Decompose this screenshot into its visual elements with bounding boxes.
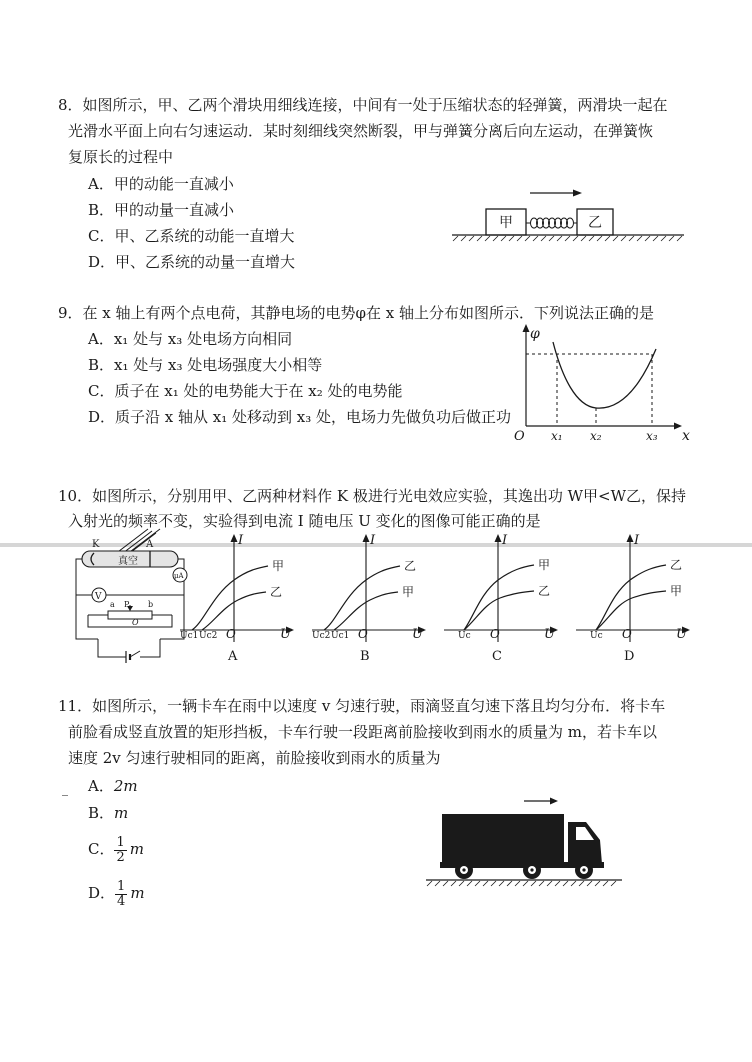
q10-circuit (70, 527, 190, 669)
label-k: K (92, 539, 100, 550)
label-voltmeter: V (95, 592, 102, 602)
x-axis-label: x (682, 428, 690, 444)
tick-x3: x₃ (646, 429, 658, 443)
graph-a-tick-1: Uc1 (180, 631, 199, 641)
potential-curve (553, 342, 656, 408)
graph-d-letter: D (624, 649, 635, 664)
q11-option-d-numerator: 1 (117, 878, 126, 894)
label-o: O (132, 618, 139, 627)
graph-c-top-label: 甲 (538, 558, 551, 572)
q11-option-d-denominator: 4 (117, 893, 126, 909)
q10-graph-d (574, 530, 694, 662)
graph-c-letter: C (492, 649, 502, 664)
q11-option-c-letter: C． (88, 840, 115, 858)
graph-a-origin: O (226, 627, 236, 641)
q11-option-d-text: m (130, 884, 145, 902)
q8-option-d: D．甲、乙系统的动量一直增大 (88, 253, 296, 271)
graph-b-top-label: 乙 (404, 559, 417, 573)
graph-d-tick: Uc (590, 631, 603, 641)
label-b: b (148, 600, 154, 609)
q9-stem: 9．在 x 轴上有两个点电荷，其静电场的电势φ在 x 轴上分布如图所示．下列说法正确的是 (58, 304, 655, 322)
graph-c-y-label: I (502, 533, 508, 548)
label-microamp: μA (174, 572, 184, 580)
q11-option-c-denominator: 2 (116, 849, 125, 865)
q10-stem-line-1 (58, 486, 686, 506)
q11-stem-line-1: 11．如图所示，一辆卡车在雨中以速度 v 匀速行驶，雨滴竖直匀速下落且均匀分布．将卡车 (58, 697, 666, 715)
q11-option-c-text: m (129, 840, 144, 858)
label-vacuum: 真空 (118, 556, 138, 567)
q8-stem-line-1: 8．如图所示，甲、乙两个滑块用细线连接，中间有一处于压缩状态的轻弹簧，两滑块一起在 (58, 96, 668, 114)
graph-a-letter: A (228, 649, 238, 664)
q10-graph-b (310, 530, 430, 662)
q11-option-c-fraction (114, 836, 126, 865)
block-yi-label: 乙 (588, 215, 602, 231)
q9-option-a: A．x₁ 处与 x₃ 处电场方向相同 (88, 330, 293, 348)
graph-d-origin: O (622, 627, 632, 641)
label-a-anode: A (146, 539, 154, 550)
graph-d-curve-top (596, 565, 666, 630)
q8-option-c: C．甲、乙系统的动能一直增大 (88, 227, 295, 245)
graph-a-x-label: U (280, 627, 291, 642)
q9-option-d: D．质子沿 x 轴从 x₁ 处移动到 x₃ 处，电场力先做负功后做正功 (88, 408, 512, 426)
spring (526, 218, 577, 228)
q11-stem-line-2: 前脸看成竖直放置的矩形挡板，卡车行驶一段距离前脸接收到雨水的质量为 m，若卡车以 (68, 723, 657, 741)
graph-b-tick-1: Uc2 (312, 631, 331, 641)
q10-graph-a (178, 530, 298, 662)
label-a: a (110, 600, 115, 609)
graph-c-x-label: U (544, 627, 555, 642)
q11-stem-line-3: 速度 2v 匀速行驶相同的距离，前脸接收到雨水的质量为 (68, 749, 441, 767)
q9-option-c: C．质子在 x₁ 处的电势能大于在 x₂ 处的电势能 (88, 382, 403, 400)
phi-label: φ (530, 326, 540, 342)
graph-b-origin: O (358, 627, 368, 641)
q11-option-a-text: 2m (113, 777, 138, 795)
graph-b-bottom-label: 甲 (402, 585, 415, 599)
q11-option-b-letter: B． (88, 804, 115, 822)
label-p: P (124, 600, 130, 609)
tick-x2: x₂ (590, 429, 602, 443)
graph-b-tick-2: Uc1 (331, 631, 350, 641)
graph-d-x-label: U (676, 627, 687, 642)
q11-option-b-text: m (114, 804, 129, 822)
q9-potential-graph (510, 322, 700, 446)
q11-option-c (88, 834, 144, 865)
truck-cargo (442, 814, 564, 862)
graph-c-origin: O (490, 627, 500, 641)
graph-d-top-label: 乙 (670, 558, 683, 572)
q11-option-d-letter: D． (88, 884, 116, 902)
graph-a-curve-top (192, 566, 268, 630)
q10-stem-text: 10．如图所示，分别用甲、乙两种材料作 K 极进行光电效应实验，其逸出功 W甲<W乙，保持 (58, 487, 687, 505)
q8-stem-line-2: 光滑水平面上向右匀速运动．某时刻细线突然断裂，甲与弹簧分离后向左运动，在弹簧恢 (68, 122, 654, 140)
graph-b-x-label: U (412, 627, 423, 642)
graph-b-curve-top (324, 566, 400, 630)
q11-option-d-fraction (115, 880, 127, 909)
rheostat (108, 611, 152, 619)
tick-x1: x₁ (551, 429, 563, 443)
q8-spring-figure (448, 182, 688, 244)
graph-c-tick: Uc (458, 631, 471, 641)
graph-b-y-label: I (370, 533, 376, 548)
q10-graph-c (442, 530, 562, 662)
switch (130, 651, 140, 657)
q11-option-a-letter: A． (88, 777, 114, 795)
q11-option-b (88, 803, 128, 823)
graph-d-y-label: I (634, 533, 640, 548)
q10-stem-line-2: 入射光的频率不变，实验得到电流 I 随电压 U 变化的图像可能正确的是 (68, 512, 541, 530)
q8-option-b: B．甲的动量一直减小 (88, 201, 235, 219)
q8-option-a: A．甲的动能一直减小 (88, 175, 234, 193)
q11-option-a (88, 776, 138, 796)
graph-a-top-label: 甲 (272, 559, 285, 573)
scan-mark (62, 795, 68, 796)
graph-d-bottom-label: 甲 (670, 584, 683, 598)
graph-a-tick-2: Uc2 (199, 631, 218, 641)
graph-a-bottom-label: 乙 (270, 585, 283, 599)
graph-c-curve-top (464, 565, 534, 630)
q11-truck-figure (424, 792, 624, 888)
q8-stem-line-3: 复原长的过程中 (68, 148, 174, 166)
graph-c-bottom-label: 乙 (538, 584, 551, 598)
origin-label: O (514, 429, 525, 444)
q11-option-d (88, 878, 145, 909)
q11-option-c-numerator: 1 (116, 834, 125, 850)
q9-option-b: B．x₁ 处与 x₃ 处电场强度大小相等 (88, 356, 323, 374)
graph-b-letter: B (360, 649, 370, 664)
graph-a-y-label: I (238, 533, 244, 548)
block-jia-label: 甲 (499, 215, 513, 231)
